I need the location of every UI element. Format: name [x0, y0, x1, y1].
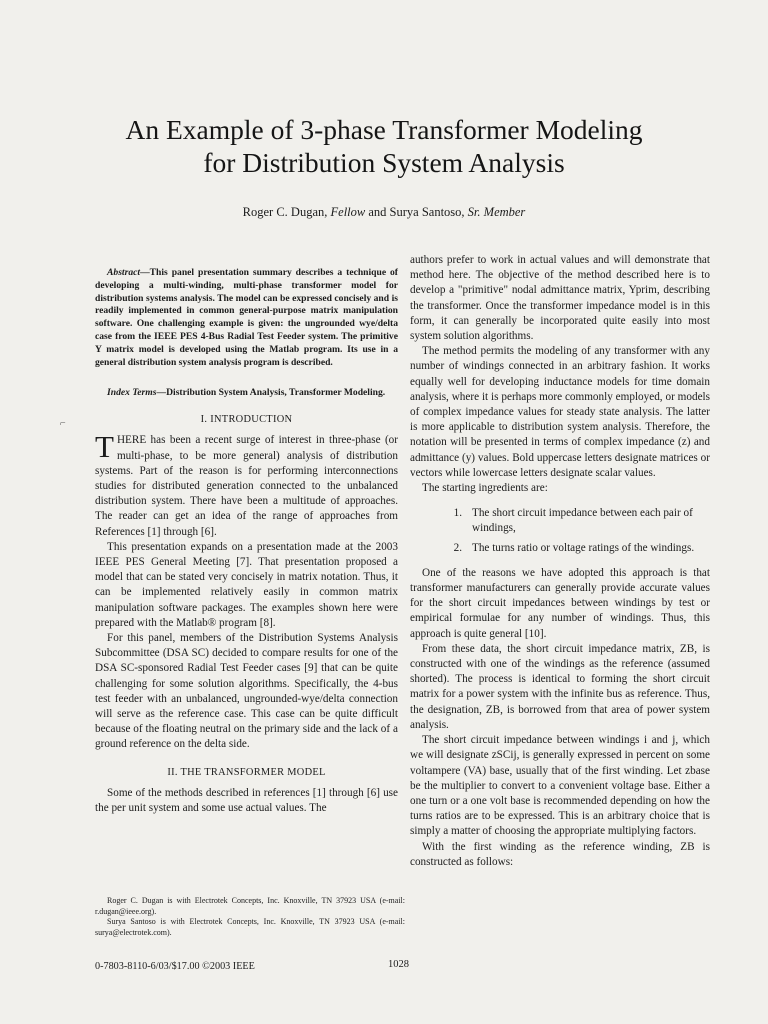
list-item-number: 1. [453, 507, 462, 520]
list-item-number: 2. [453, 541, 462, 554]
intro-paragraph-3: For this panel, members of the Distribution Systems Analysis Subcommittee (DSA SC) decided to compare results for one of the DSA SC-sponsored Radial Test Feeder cases [9] that can be quite challenging for some solution algorithms. Specifically, the 4-bus test feeder with an unbalanced, ungrounded-wye/delta connection will serve as the reference case. This case can be quite difficult because of the floating neutral on the primary side and the lack of a ground reference on the delta side. [95, 632, 398, 751]
paper-title [0, 113, 768, 179]
author1-name: Roger C. Dugan, [242, 205, 328, 219]
index-terms [95, 387, 398, 400]
author2-grade: Sr. Member [467, 205, 526, 219]
footnote-1: Roger C. Dugan is with Electrotek Concepts, Inc. Knoxville, TN 37923 USA (e-mail: r.dugan@ieee.org). [95, 896, 405, 916]
author-line [0, 205, 768, 220]
footnote-2: Surya Santoso is with Electrotek Concepts, Inc. Knoxville, TN 37923 USA (e-mail: surya@electrotek.com). [95, 917, 405, 937]
abstract-lead: Abstract [107, 267, 141, 278]
section-heading-introduction: I. INTRODUCTION [200, 414, 293, 426]
intro-paragraph-1-text: HERE has been a recent surge of interest in three-phase (or multi-phase, to be more general) analysis of distribution systems. Part of the reason is for performing interconnections studies for distributed generation connected to the unbalanced distribution system. There have been a multitude of approaches. The reader can get an idea of the range of approaches from References [1] through [6]. [95, 434, 398, 538]
right-paragraph-6: The short circuit impedance between windings i and j, which we will designate zSCij, is generally expressed in percent on some voltampere (VA) base, usually that of the first winding. Let zbase be the multiplier to convert to a convenient voltage base. Either a one turn or a one volt base is recommended depending on how the turns ratios are to be expressed. This is an arbitrary choice that is simply a matter of choosing the appropriate multiplying factors. [410, 734, 710, 838]
intro-paragraph-2: This presentation expands on a presentation made at the 2003 IEEE PES General Meeting [7]. That presentation proposed a model that can be stated very concisely in matrix notation. Thus, it can be implemented relatively easily in common matrix manipulation software packages. The examples shown here were prepared with the Matlab® program [8]. [95, 540, 398, 629]
abstract-text: —This panel presentation summary describes a technique of developing a multi-winding, multi-phase transformer model for distribution systems analysis. The model can be expressed concisely and is readily implemented in common general-purpose matrix manipulation software. One challenging example is given: the ungrounded wye/delta case from the IEEE PES 4-Bus Radial Test Feeder system. The primitive Y matrix model is developed using the Matlab program. Its use in a general distribution system analysis program is described. [95, 267, 398, 368]
list-item-text: The turns ratio or voltage ratings of the windings. [472, 541, 695, 554]
right-paragraph-3: The starting ingredients are: [422, 482, 548, 495]
page-number: 1028 [388, 959, 409, 970]
right-paragraph-2: The method permits the modeling of any transformer with any number of windings connected in an arbitrary fashion. It works equally well for developing inductance models for time domain analysis, where it is perhaps more commonly employed, or models of complex impedance values for steady state analysis. The latter is more applicable to distribution system analysis. Therefore, the notation will be presented in terms of complex impedance (z) and admittance (y) values. Bold uppercase letters designate matrices or vectors while lowercase letters designate scalar values. [410, 345, 710, 479]
drop-cap: T [95, 429, 114, 465]
title-line-1: An Example of 3-phase Transformer Modeling [125, 114, 643, 145]
and-word: and [368, 205, 387, 219]
right-paragraph-1: authors prefer to work in actual values and will demonstrate that method here. The objective of the method described here is to develop a "primitive" nodal admittance matrix, Yprim, describing the transformer. Once the transformer impedance model is in this form, it can generally be incorporated quite easily into most system solution algorithms. [410, 254, 710, 343]
intro-paragraph-1 [95, 429, 398, 539]
model-paragraph-1: Some of the methods described in references [1] through [6] use the per unit system and some use actual values. The [95, 786, 398, 815]
author2-name: Surya Santoso, [389, 205, 465, 219]
list-item [410, 541, 710, 556]
left-column [95, 267, 398, 816]
author1-grade: Fellow [330, 205, 366, 219]
footnotes [95, 896, 405, 938]
right-paragraph-4: One of the reasons we have adopted this approach is that transformer manufacturers can generally provide accurate values for the short circuit impedances between windings by test or empirical formulae for any number of windings. Thus, this approach is quite general [10]. [410, 566, 710, 640]
index-terms-text: —Distribution System Analysis, Transformer Modeling. [156, 387, 386, 399]
right-paragraph-5: From these data, the short circuit impedance matrix, ZB, is constructed with one of the windings as the reference (assumed shorted). The process is identical to forming the short circuit matrix for a power system with the infinite bus as reference. Thus, the designation, ZB, is borrowed from that area of power system analysis. [410, 642, 710, 731]
list-item [410, 506, 710, 536]
isbn-line: 0-7803-8110-6/03/$17.00 ©2003 IEEE [95, 961, 255, 972]
right-column [410, 253, 710, 870]
ingredients-list [410, 506, 710, 556]
scan-mark: ⌐ [60, 418, 66, 429]
list-item-text: The short circuit impedance between each pair of windings, [472, 507, 693, 535]
section-heading-transformer-model: II. THE TRANSFORMER MODEL [167, 766, 326, 778]
title-line-2: for Distribution System Analysis [203, 147, 565, 178]
right-paragraph-7: With the first winding as the reference winding, ZB is constructed as follows: [410, 840, 710, 868]
index-terms-lead: Index Terms [107, 387, 157, 399]
abstract [95, 267, 398, 369]
